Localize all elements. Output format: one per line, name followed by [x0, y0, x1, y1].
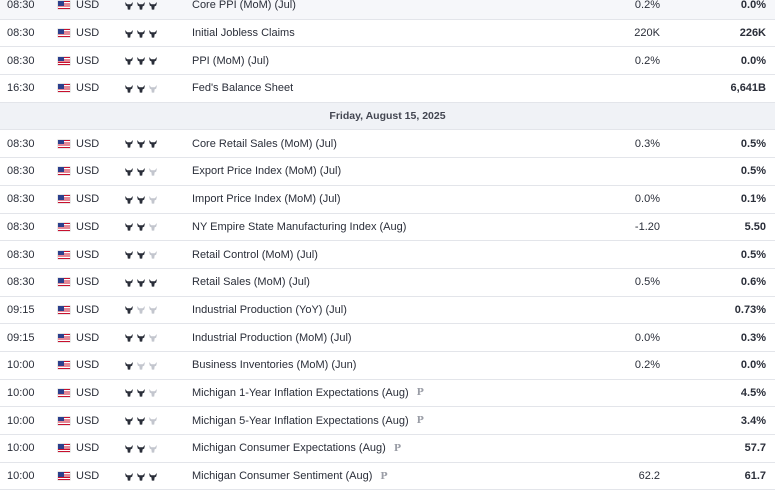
us-flag-icon: [58, 167, 70, 175]
importance-indicator: [124, 380, 160, 407]
bull-icon: [124, 195, 134, 204]
event-time: 08:30: [7, 276, 35, 289]
actual-value: 3.4%: [740, 414, 766, 427]
event-time: 16:30: [7, 82, 35, 95]
preliminary-badge: P: [393, 442, 401, 454]
event-time: 10:00: [7, 386, 35, 399]
event-time: 08:30: [7, 193, 35, 206]
us-flag-icon: [58, 140, 70, 148]
bull-icon: [124, 361, 134, 370]
bull-icon: [148, 278, 158, 287]
us-flag-icon: [58, 417, 70, 425]
bull-icon: [124, 56, 134, 65]
bull-icon: [148, 56, 158, 65]
bull-icon: [148, 167, 158, 176]
us-flag-icon: [58, 361, 70, 369]
bull-icon: [124, 472, 134, 481]
event-row[interactable]: [0, 20, 775, 48]
us-flag-icon: [58, 29, 70, 37]
bull-icon: [136, 361, 146, 370]
us-flag-icon: [58, 195, 70, 203]
actual-value: 0.5%: [740, 248, 766, 261]
event-time: 08:30: [7, 54, 35, 67]
event-time: 10:00: [7, 442, 35, 455]
currency-code: USD: [76, 165, 100, 178]
bull-icon: [136, 84, 146, 93]
bull-icon: [136, 472, 146, 481]
bull-icon: [148, 29, 158, 38]
event-row[interactable]: [0, 186, 775, 214]
event-name[interactable]: [192, 269, 310, 296]
us-flag-icon: [58, 57, 70, 65]
flag-cell: [58, 241, 70, 268]
bull-icon: [136, 333, 146, 342]
event-name-text[interactable]: Michigan 1-Year Inflation Expectations (Aug): [192, 386, 409, 399]
event-name[interactable]: [192, 463, 388, 490]
forecast-value: -1.20: [634, 220, 660, 233]
event-name-text[interactable]: PPI (MoM) (Jul): [192, 54, 269, 67]
actual-value: 61.7: [744, 470, 766, 483]
currency-code: USD: [76, 359, 100, 372]
event-name[interactable]: [192, 20, 295, 47]
bull-icon: [136, 29, 146, 38]
actual-value: 226K: [739, 27, 766, 40]
event-name-text[interactable]: Core Retail Sales (MoM) (Jul): [192, 137, 337, 150]
flag-cell: [58, 324, 70, 351]
event-name[interactable]: [192, 241, 318, 268]
actual-value: 0.0%: [740, 0, 766, 12]
date-header-row: [0, 103, 775, 131]
importance-indicator: [124, 186, 160, 213]
preliminary-badge: P: [380, 470, 388, 482]
bull-icon: [136, 167, 146, 176]
currency-code: USD: [76, 220, 100, 233]
us-flag-icon: [58, 306, 70, 314]
currency-code: USD: [76, 276, 100, 289]
event-time: 08:30: [7, 220, 35, 233]
event-time: 08:30: [7, 27, 35, 40]
actual-value: 6,641B: [730, 82, 766, 95]
actual-value: 57.7: [744, 442, 766, 455]
flag-cell: [58, 20, 70, 47]
actual-value: 0.0%: [740, 359, 766, 372]
event-row[interactable]: [0, 241, 775, 269]
event-time: 10:00: [7, 359, 35, 372]
flag-cell: [58, 75, 70, 102]
date-label: Friday, August 15, 2025: [329, 110, 446, 123]
currency-code: USD: [76, 470, 100, 483]
bull-icon: [148, 472, 158, 481]
event-name[interactable]: [192, 214, 406, 241]
event-row[interactable]: [0, 297, 775, 325]
bull-icon: [136, 278, 146, 287]
bull-icon: [124, 84, 134, 93]
currency-code: USD: [76, 248, 100, 261]
bull-icon: [136, 56, 146, 65]
event-name[interactable]: [192, 186, 341, 213]
event-name[interactable]: [192, 47, 269, 74]
us-flag-icon: [58, 278, 70, 286]
actual-value: 0.73%: [734, 303, 766, 316]
flag-cell: [58, 435, 70, 462]
event-name[interactable]: [192, 0, 296, 19]
event-name-text[interactable]: Initial Jobless Claims: [192, 27, 295, 40]
event-name-text[interactable]: Retail Sales (MoM) (Jul): [192, 276, 310, 289]
us-flag-icon: [58, 389, 70, 397]
importance-indicator: [124, 0, 160, 19]
bull-icon: [136, 195, 146, 204]
flag-cell: [58, 297, 70, 324]
event-name-text[interactable]: Retail Control (MoM) (Jul): [192, 248, 318, 261]
flag-cell: [58, 47, 70, 74]
importance-indicator: [124, 297, 160, 324]
preliminary-badge: P: [416, 387, 424, 399]
event-name-text[interactable]: NY Empire State Manufacturing Index (Aug): [192, 220, 407, 233]
bull-icon: [124, 305, 134, 314]
event-time: 08:30: [7, 248, 35, 261]
event-row[interactable]: [0, 214, 775, 242]
currency-code: USD: [76, 0, 100, 12]
forecast-value: 0.3%: [634, 137, 660, 150]
actual-value: 0.5%: [740, 137, 766, 150]
forecast-value: 0.2%: [634, 359, 660, 372]
event-row[interactable]: [0, 75, 775, 103]
bull-icon: [148, 84, 158, 93]
event-row[interactable]: [0, 407, 775, 435]
flag-cell: [58, 130, 70, 157]
bull-icon: [124, 388, 134, 397]
us-flag-icon: [58, 1, 70, 9]
flag-cell: [58, 463, 70, 490]
bull-icon: [148, 388, 158, 397]
event-time: 08:30: [7, 0, 35, 12]
bull-icon: [148, 361, 158, 370]
currency-code: USD: [76, 27, 100, 40]
currency-code: USD: [76, 137, 100, 150]
actual-value: 0.0%: [740, 54, 766, 67]
currency-code: USD: [76, 54, 100, 67]
event-time: 08:30: [7, 137, 35, 150]
bull-icon: [148, 139, 158, 148]
importance-indicator: [124, 47, 160, 74]
bull-icon: [148, 416, 158, 425]
event-time: 10:00: [7, 414, 35, 427]
event-time: 09:15: [7, 303, 35, 316]
bull-icon: [148, 195, 158, 204]
actual-value: 0.3%: [740, 331, 766, 344]
bull-icon: [124, 416, 134, 425]
bull-icon: [124, 250, 134, 259]
event-name-text[interactable]: Fed's Balance Sheet: [192, 82, 294, 95]
event-name[interactable]: [192, 435, 401, 462]
event-name[interactable]: [192, 158, 341, 185]
bull-icon: [124, 1, 134, 10]
event-name[interactable]: [192, 297, 347, 324]
forecast-value: 0.2%: [634, 54, 660, 67]
us-flag-icon: [58, 223, 70, 231]
event-name-text[interactable]: Industrial Production (MoM) (Jul): [192, 331, 352, 344]
event-row[interactable]: [0, 158, 775, 186]
currency-code: USD: [76, 303, 100, 316]
importance-indicator: [124, 20, 160, 47]
bull-icon: [148, 333, 158, 342]
event-name-text[interactable]: Industrial Production (YoY) (Jul): [192, 303, 347, 316]
event-row[interactable]: [0, 269, 775, 297]
event-row[interactable]: [0, 380, 775, 408]
bull-icon: [124, 139, 134, 148]
importance-indicator: [124, 463, 160, 490]
event-name-text[interactable]: Michigan 5-Year Inflation Expectations (Aug): [192, 414, 409, 427]
event-row[interactable]: [0, 463, 775, 490]
flag-cell: [58, 0, 70, 19]
event-row[interactable]: [0, 352, 775, 380]
currency-code: USD: [76, 82, 100, 95]
event-name[interactable]: [192, 352, 356, 379]
bull-icon: [136, 139, 146, 148]
flag-cell: [58, 186, 70, 213]
forecast-value: 220K: [634, 27, 660, 40]
importance-indicator: [124, 435, 160, 462]
event-row[interactable]: [0, 324, 775, 352]
event-row[interactable]: [0, 0, 775, 20]
bull-icon: [136, 388, 146, 397]
event-row[interactable]: [0, 130, 775, 158]
event-name-text[interactable]: Michigan Consumer Expectations (Aug): [192, 442, 386, 455]
event-name-text[interactable]: Export Price Index (MoM) (Jul): [192, 165, 342, 178]
importance-indicator: [124, 214, 160, 241]
bull-icon: [136, 444, 146, 453]
flag-cell: [58, 352, 70, 379]
event-time: 08:30: [7, 165, 35, 178]
event-row[interactable]: [0, 435, 775, 463]
currency-code: USD: [76, 414, 100, 427]
bull-icon: [124, 29, 134, 38]
bull-icon: [148, 222, 158, 231]
importance-indicator: [124, 241, 160, 268]
us-flag-icon: [58, 472, 70, 480]
bull-icon: [136, 1, 146, 10]
event-name-text[interactable]: Business Inventories (MoM) (Jun): [192, 359, 357, 372]
event-name-text[interactable]: Core PPI (MoM) (Jul): [192, 0, 296, 12]
actual-value: 4.5%: [740, 386, 766, 399]
bull-icon: [148, 250, 158, 259]
event-time: 10:00: [7, 470, 35, 483]
bull-icon: [136, 222, 146, 231]
event-time: 09:15: [7, 331, 35, 344]
flag-cell: [58, 407, 70, 434]
event-row[interactable]: [0, 47, 775, 75]
actual-value: 5.50: [744, 220, 766, 233]
flag-cell: [58, 380, 70, 407]
currency-code: USD: [76, 193, 100, 206]
bull-icon: [136, 250, 146, 259]
event-name[interactable]: [192, 130, 337, 157]
event-name[interactable]: [192, 407, 424, 434]
importance-indicator: [124, 130, 160, 157]
bull-icon: [148, 1, 158, 10]
importance-indicator: [124, 352, 160, 379]
event-name-text[interactable]: Import Price Index (MoM) (Jul): [192, 193, 341, 206]
us-flag-icon: [58, 251, 70, 259]
bull-icon: [148, 444, 158, 453]
importance-indicator: [124, 407, 160, 434]
currency-code: USD: [76, 442, 100, 455]
currency-code: USD: [76, 331, 100, 344]
importance-indicator: [124, 158, 160, 185]
importance-indicator: [124, 324, 160, 351]
bull-icon: [124, 444, 134, 453]
us-flag-icon: [58, 444, 70, 452]
forecast-value: 0.2%: [634, 0, 660, 12]
forecast-value: 0.0%: [634, 193, 660, 206]
bull-icon: [124, 222, 134, 231]
us-flag-icon: [58, 84, 70, 92]
event-name[interactable]: [192, 380, 424, 407]
forecast-value: 0.0%: [634, 331, 660, 344]
forecast-value: 62.2: [638, 470, 660, 483]
actual-value: 0.1%: [740, 193, 766, 206]
importance-indicator: [124, 75, 160, 102]
currency-code: USD: [76, 386, 100, 399]
bull-icon: [148, 305, 158, 314]
actual-value: 0.6%: [740, 276, 766, 289]
bull-icon: [124, 333, 134, 342]
event-name-text[interactable]: Michigan Consumer Sentiment (Aug): [192, 470, 373, 483]
bull-icon: [136, 305, 146, 314]
flag-cell: [58, 214, 70, 241]
us-flag-icon: [58, 334, 70, 342]
flag-cell: [58, 269, 70, 296]
flag-cell: [58, 158, 70, 185]
actual-value: 0.5%: [740, 165, 766, 178]
forecast-value: 0.5%: [634, 276, 660, 289]
bull-icon: [136, 416, 146, 425]
preliminary-badge: P: [416, 415, 424, 427]
importance-indicator: [124, 269, 160, 296]
event-name[interactable]: [192, 324, 352, 351]
bull-icon: [124, 167, 134, 176]
event-name[interactable]: [192, 75, 293, 102]
bull-icon: [124, 278, 134, 287]
